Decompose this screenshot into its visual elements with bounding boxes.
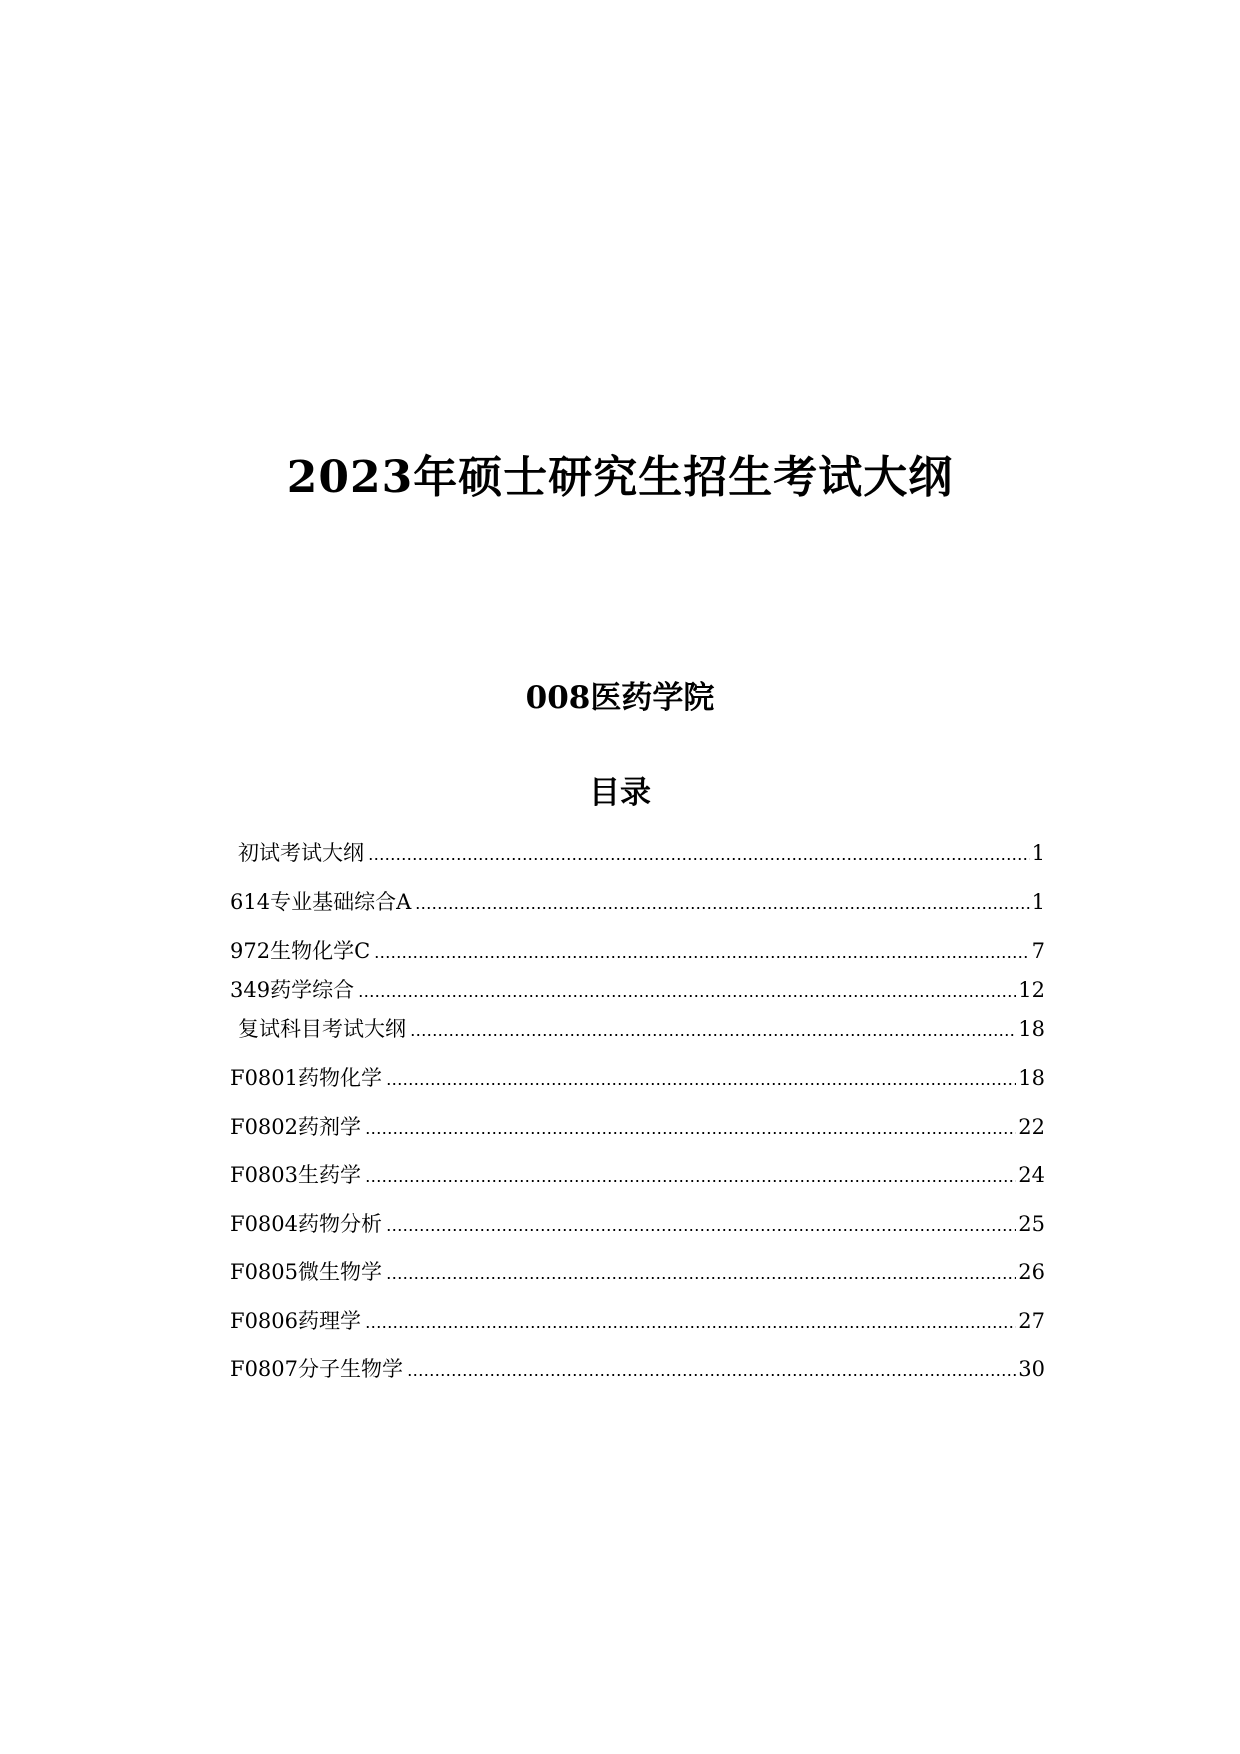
toc-entry-retest-exam[interactable] (230, 1011, 1045, 1043)
toc-entry-614[interactable] (230, 884, 1045, 916)
toc-entry-f0801[interactable] (230, 1060, 1045, 1092)
toc-entry-page: 30 (1018, 1357, 1045, 1381)
toc-entry-349[interactable] (230, 972, 1045, 1004)
toc-leader-dots (365, 1179, 1016, 1183)
toc-entry-label: 972生物化学C (230, 939, 371, 963)
toc-entry-page: 18 (1018, 1066, 1045, 1090)
toc-entry-label: 349药学综合 (230, 978, 355, 1002)
toc-leader-dots (365, 1131, 1016, 1135)
toc-leader-dots (368, 857, 1030, 861)
toc-leader-dots (415, 906, 1029, 910)
toc-entry-label: F0802药剂学 (230, 1115, 362, 1139)
toc-leader-dots (374, 955, 1029, 959)
toc-entry-label: F0803生药学 (230, 1163, 362, 1187)
toc-entry-page: 27 (1018, 1309, 1045, 1333)
toc-entry-label: F0804药物分析 (230, 1212, 383, 1236)
toc-entry-page: 24 (1018, 1163, 1045, 1187)
toc-entry-page: 12 (1018, 978, 1045, 1002)
toc-entry-label: 初试考试大纲 (238, 841, 364, 865)
toc-entry-label: F0807分子生物学 (230, 1357, 404, 1381)
school-title: 008医药学院 (525, 680, 715, 716)
toc-entry-f0806[interactable] (230, 1303, 1045, 1335)
toc-entry-page: 25 (1018, 1212, 1045, 1236)
toc-leader-dots (407, 1373, 1016, 1377)
toc-entry-page: 18 (1018, 1017, 1045, 1041)
toc-entry-label: F0806药理学 (230, 1309, 362, 1333)
toc-entry-label: 复试科目考试大纲 (238, 1017, 406, 1041)
toc-entry-label: 614专业基础综合A (230, 890, 412, 914)
toc-entry-label: F0805微生物学 (230, 1260, 383, 1284)
toc-entry-f0804[interactable] (230, 1206, 1045, 1238)
toc-entry-page: 7 (1031, 939, 1045, 963)
toc-leader-dots (386, 1276, 1016, 1280)
toc-entry-preliminary-exam[interactable] (230, 835, 1045, 867)
toc-entry-page: 1 (1031, 890, 1045, 914)
toc-heading: 目录 (589, 775, 651, 811)
toc-entry-f0803[interactable] (230, 1157, 1045, 1189)
toc-entry-f0807[interactable] (230, 1351, 1045, 1383)
toc-leader-dots (386, 1082, 1016, 1086)
toc-leader-dots (358, 994, 1016, 998)
toc-entry-page: 22 (1018, 1115, 1045, 1139)
toc-entry-972[interactable] (230, 933, 1045, 965)
toc-entry-f0802[interactable] (230, 1109, 1045, 1141)
toc-leader-dots (386, 1228, 1016, 1232)
toc-entry-f0805[interactable] (230, 1254, 1045, 1286)
toc-leader-dots (365, 1325, 1016, 1329)
toc-entry-page: 26 (1018, 1260, 1045, 1284)
toc-entry-label: F0801药物化学 (230, 1066, 383, 1090)
toc-leader-dots (410, 1033, 1016, 1037)
document-title: 2023年硕士研究生招生考试大纲 (286, 452, 954, 503)
toc-entry-page: 1 (1031, 841, 1045, 865)
